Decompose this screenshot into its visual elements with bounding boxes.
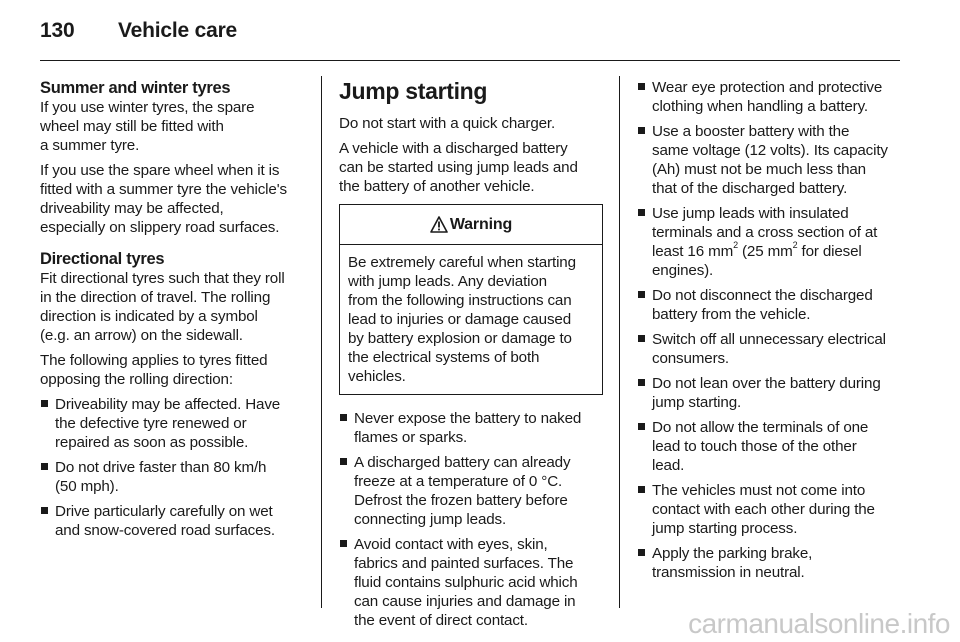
text-fragment: for diesel bbox=[797, 243, 862, 260]
text-line: same voltage (12 volts). Its capacity bbox=[652, 142, 888, 159]
text-line: Do not lean over the battery during bbox=[652, 375, 881, 392]
text-line: If you use winter tyres, the spare bbox=[40, 99, 255, 116]
text-line: in the direction of travel. The rolling bbox=[40, 289, 271, 306]
text-line: A vehicle with a discharged battery bbox=[339, 140, 568, 157]
text-line: especially on slippery road surfaces. bbox=[40, 219, 280, 236]
jump-starting-heading: Jump starting bbox=[339, 78, 488, 104]
column-3 bbox=[637, 78, 905, 588]
text-line: by battery explosion or damage to bbox=[348, 330, 572, 347]
list-item bbox=[339, 535, 603, 630]
warning-box bbox=[339, 204, 603, 395]
text-line: (e.g. an arrow) on the sidewall. bbox=[40, 327, 243, 344]
list-item bbox=[40, 458, 306, 496]
text-line: (Ah) must not be much less than bbox=[652, 161, 866, 178]
section-title: Vehicle care bbox=[118, 19, 238, 42]
warning-header bbox=[340, 205, 602, 245]
text-line: Wear eye protection and protective bbox=[652, 79, 883, 96]
list-item bbox=[637, 78, 905, 116]
text-line: freeze at a temperature of 0 °C. bbox=[354, 473, 563, 490]
text-line: engines). bbox=[652, 262, 714, 279]
text-line: Switch off all unnecessary electrical bbox=[652, 331, 886, 348]
list-item bbox=[637, 204, 905, 280]
text-line: Do not allow the terminals of one bbox=[652, 419, 869, 436]
text-line: Apply the parking brake, bbox=[652, 545, 813, 562]
list-item bbox=[637, 286, 905, 324]
text-line: from the following instructions can bbox=[348, 292, 572, 309]
summer-winter-paragraph-1 bbox=[40, 98, 306, 155]
text-line: a summer tyre. bbox=[40, 137, 140, 154]
text-fragment: least 16 mm bbox=[652, 243, 734, 260]
list-item bbox=[339, 409, 603, 447]
jump-starting-paragraph-1: Do not start with a quick charger. bbox=[339, 115, 556, 132]
text-line: the electrical systems of both bbox=[348, 349, 540, 366]
text-line: direction is indicated by a symbol bbox=[40, 308, 258, 325]
text-line: can cause injuries and damage in bbox=[354, 593, 576, 610]
column-2 bbox=[339, 78, 603, 636]
text-line: Never expose the battery to naked bbox=[354, 410, 582, 427]
directional-bullet-list bbox=[40, 395, 306, 540]
text-line: jump starting. bbox=[652, 394, 742, 411]
text-line: The following applies to tyres fitted bbox=[40, 352, 268, 369]
superscript: 2 bbox=[733, 239, 738, 250]
list-item bbox=[637, 481, 905, 538]
directional-paragraph-2 bbox=[40, 351, 306, 389]
text-line: A discharged battery can already bbox=[354, 454, 571, 471]
list-item bbox=[40, 502, 306, 540]
warning-triangle-icon bbox=[430, 216, 448, 233]
page-header bbox=[40, 16, 237, 46]
jump-starting-paragraph-2 bbox=[339, 139, 603, 196]
warning-title: Warning bbox=[449, 216, 513, 233]
text-line: Be extremely careful when starting bbox=[348, 254, 576, 271]
warning-body bbox=[340, 245, 602, 394]
text-line: driveability may be affected, bbox=[40, 200, 224, 217]
text-line: Drive particularly carefully on wet bbox=[55, 503, 273, 520]
text-line: terminals and a cross section of at bbox=[652, 224, 878, 241]
text-line: Use a booster battery with the bbox=[652, 123, 850, 140]
text-line: that of the discharged battery. bbox=[652, 180, 848, 197]
text-line: fluid contains sulphuric acid which bbox=[354, 574, 578, 591]
text-line: If you use the spare wheel when it is bbox=[40, 162, 280, 179]
column-1 bbox=[40, 78, 306, 546]
text-line: transmission in neutral. bbox=[652, 564, 805, 581]
list-item bbox=[637, 330, 905, 368]
text-line: opposing the rolling direction: bbox=[40, 371, 233, 388]
text-line: the defective tyre renewed or bbox=[55, 415, 247, 432]
text-line: and snow-covered road surfaces. bbox=[55, 522, 275, 539]
text-line: fitted with a summer tyre the vehicle's bbox=[40, 181, 287, 198]
watermark: carmanualsonline.info bbox=[688, 608, 950, 639]
text-line bbox=[652, 239, 862, 260]
text-line: lead to injuries or damage caused bbox=[348, 311, 572, 328]
text-line: The vehicles must not come into bbox=[652, 482, 866, 499]
text-line: with jump leads. Any deviation bbox=[348, 273, 547, 290]
text-line: Defrost the frozen battery before bbox=[354, 492, 568, 509]
text-line: repaired as soon as possible. bbox=[55, 434, 249, 451]
text-line: the battery of another vehicle. bbox=[339, 178, 535, 195]
text-line: clothing when handling a battery. bbox=[652, 98, 868, 115]
text-line: can be started using jump leads and bbox=[339, 159, 578, 176]
directional-paragraph-1 bbox=[40, 269, 306, 345]
text-line: Fit directional tyres such that they roll bbox=[40, 270, 285, 287]
text-line: (50 mph). bbox=[55, 478, 119, 495]
text-line: lead. bbox=[652, 457, 685, 474]
text-line: the event of direct contact. bbox=[354, 612, 528, 629]
text-line: Do not drive faster than 80 km/h bbox=[55, 459, 267, 476]
text-line: Do not disconnect the discharged bbox=[652, 287, 873, 304]
text-line: fabrics and painted surfaces. The bbox=[354, 555, 574, 572]
jump-starting-bullet-list-continued bbox=[637, 78, 905, 582]
text-line: flames or sparks. bbox=[354, 429, 468, 446]
header-rule bbox=[40, 60, 900, 61]
summer-winter-tyres-heading: Summer and winter tyres bbox=[40, 79, 231, 97]
text-line: vehicles. bbox=[348, 368, 406, 385]
column-divider bbox=[321, 76, 322, 608]
text-line: Avoid contact with eyes, skin, bbox=[354, 536, 548, 553]
list-item bbox=[637, 374, 905, 412]
list-item bbox=[339, 453, 603, 529]
directional-tyres-heading: Directional tyres bbox=[40, 250, 165, 268]
text-line: contact with each other during the bbox=[652, 501, 875, 518]
jump-starting-bullet-list bbox=[339, 409, 603, 630]
summer-winter-paragraph-2 bbox=[40, 161, 306, 237]
list-item bbox=[40, 395, 306, 452]
text-line: lead to touch those of the other bbox=[652, 438, 857, 455]
text-line: Use jump leads with insulated bbox=[652, 205, 849, 222]
text-line: Driveability may be affected. Have bbox=[55, 396, 281, 413]
list-item bbox=[637, 418, 905, 475]
text-line: jump starting process. bbox=[652, 520, 798, 537]
text-line: wheel may still be fitted with bbox=[40, 118, 224, 135]
page-number: 130 bbox=[40, 19, 75, 42]
list-item bbox=[637, 544, 905, 582]
superscript: 2 bbox=[792, 239, 798, 250]
text-fragment: (25 mm bbox=[737, 243, 793, 260]
text-line: battery from the vehicle. bbox=[652, 306, 811, 323]
column-divider bbox=[619, 76, 620, 608]
list-item bbox=[637, 122, 905, 198]
text-line: consumers. bbox=[652, 350, 729, 367]
text-line: connecting jump leads. bbox=[354, 511, 507, 528]
